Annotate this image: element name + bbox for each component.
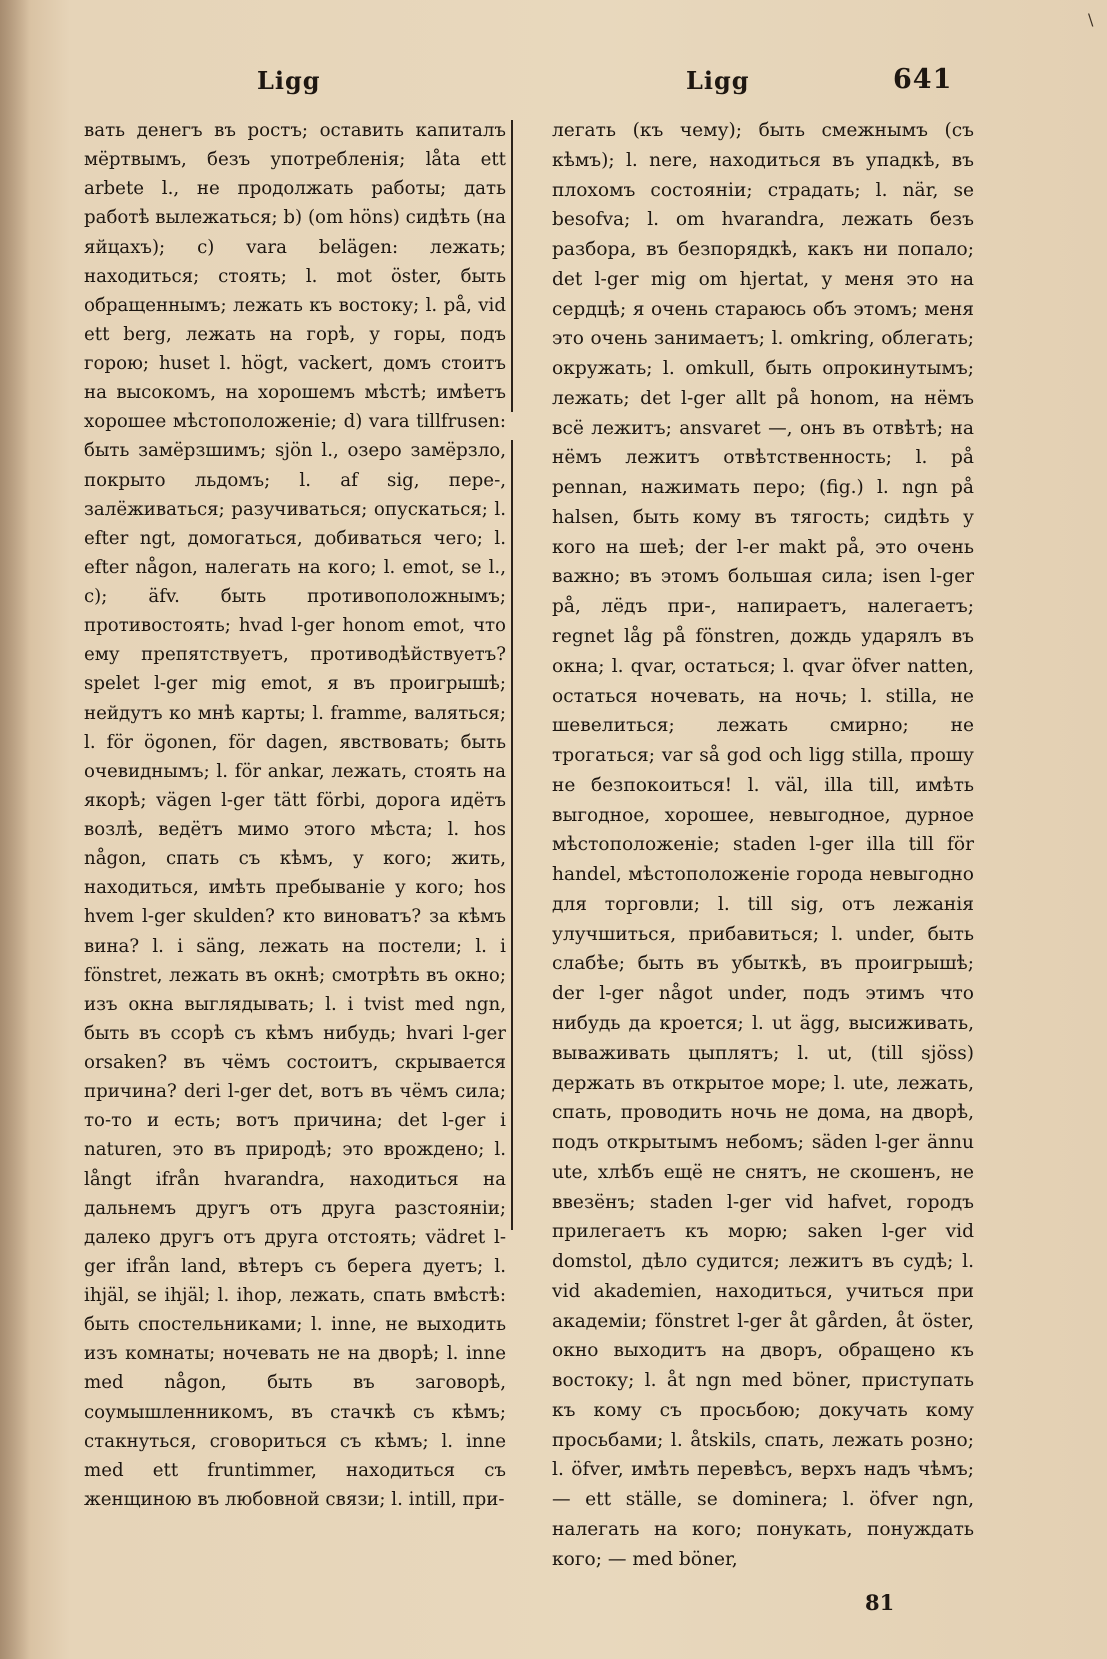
binding-shadow	[0, 0, 30, 1659]
column-divider-upper	[511, 120, 513, 412]
page-number: 641	[893, 64, 953, 95]
right-column-text: легать (къ чему); быть смежнымъ (съ кѣмъ); l. nere, находиться въ упадкѣ, въ плохомъ состояніи; страдать; l. när, se besofva; l. om hvarandra, лежать безъ разбора, въ безпорядкѣ, какъ ни попало; det l-ger mig om hjertat, у меня это на сердцѣ; я очень стараюсь объ этомъ; меня это очень занимаетъ; l. omkring, облегать; окружать; l. omkull, быть опрокинутымъ; лежать; det l-ger allt på honom, на нёмъ всё лежитъ; ansvaret —, онъ въ отвѣтѣ; на нёмъ лежитъ отвѣтственность; l. på pennan, нажимать перо; (fig.) l. ngn på halsen, быть кому въ тягость; сидѣть у кого на шеѣ; der l-er makt på, это очень важно; въ этомъ большая сила; isen l-ger på, лёдъ при-, напираетъ, налегаетъ; regnet låg på fönstren, дождь ударялъ въ окна; l. qvar, остаться; l. qvar öfver natten, остаться ночевать, на ночь; l. stilla, не шевелиться; лежать смирно; не трогаться; var så god och ligg stilla, прошу не безпокоиться! l. väl, illa till, имѣть выгодное, хорошее, невыгодное, дурное мѣстоположеніе; staden l-ger illa till för handel, мѣстоположеніе города невыгодно для торговли; l. till sig, отъ лежанія улучшиться, прибавиться; l. under, быть слабѣе; быть въ убыткѣ, въ проигрышѣ; der l-ger något under, подъ этимъ что нибудь да кроется; l. ut ägg, высиживать, вываживать цыплятъ; l. ut, (till sjöss) держать въ открытое море; l. ute, лежать, спать, проводить ночь не дома, на дворѣ, подъ открытымъ небомъ; säden l-ger ännu ute, хлѣбъ ещё не снятъ, не скошенъ, не ввезёнъ; staden l-ger vid hafvet, городъ прилегаетъ къ морю; saken l-ger vid domstol, дѣло судится; лежитъ въ судѣ; l. vid akademien, находиться, учиться при академіи; fönstret l-ger åt gården, åt öster, окно выходитъ на дворъ, обращено къ востоку; l. åt ngn med böner, приступать къ кому съ просьбою; докучать кому просьбами; l. åtskils, спать, лежать розно; l. öfver, имѣть перевѣсъ, верхъ надъ чѣмъ; — ett ställe, se dominera; l. öfver ngn, налегать на кого; понукать, понуждать кого; — med böner,	[552, 120, 974, 1570]
left-column-text: вать денегъ въ ростъ; оставить капиталъ мёртвымъ, безъ употребленія; låta ett arbete l., не продолжать работы; дать работѣ вылежаться; b) (om höns) сидѣть (на яйцахъ); c) vara belägen: лежать; находиться; стоять; l. mot öster, быть обращеннымъ; лежать къ востоку; l. på, vid ett berg, лежать на горѣ, у горы, подъ горою; huset l. högt, vackert, домъ стоитъ на высокомъ, на хорошемъ мѣстѣ; имѣетъ хорошее мѣстоположеніе; d) vara tillfrusen: быть замёрзшимъ; sjön l., озеро замёрзло, покрыто льдомъ; l. af sig, пере-, залёживаться; разучиваться; опускаться; l. efter ngt, домогаться, добиваться чего; l. efter någon, налегать на кого; l. emot, se l., c); äfv. быть противоположнымъ; противостоять; hvad l-ger honom emot, что ему препятствуетъ, противодѣйствуетъ? spelet l-ger mig emot, я въ проигрышѣ; нейдутъ ко мнѣ карты; l. framme, валяться; l. för ögonen, för dagen, явствовать; быть очевиднымъ; l. för ankar, лежать, стоять на якорѣ; vägen l-ger tätt förbi, дорога идётъ возлѣ, ведётъ мимо этого мѣста; l. hos någon, спать съ кѣмъ, у кого; жить, находиться, имѣть пребываніе у кого; hos hvem l-ger skulden? кто виноватъ? за кѣмъ вина? l. i säng, лежать на постели; l. i fönstret, лежать въ окнѣ; смотрѣть въ окно; изъ окна выглядывать; l. i tvist med ngn, быть въ ссорѣ съ кѣмъ нибудь; hvari l-ger orsaken? въ чёмъ состоитъ, скрывается причина? deri l-ger det, вотъ въ чёмъ сила; то-то и есть; вотъ причина; det l-ger i naturen, это въ природѣ; это врождено; l. långt ifrån hvarandra, находиться на дальнемъ другъ отъ друга разстояніи; далеко другъ отъ друга отстоять; vädret l-ger ifrån land, вѣтеръ съ берега дуетъ; l. ihjäl, se ihjäl; l. ihop, лежать, спать вмѣстѣ: быть спостельниками; l. inne, не выходить изъ комнаты; ночевать не на дворѣ; l. inne med någon, быть въ заговорѣ, соумышленникомъ, въ стачкѣ съ кѣмъ; стакнуться, сговориться съ кѣмъ; l. inne med ett fruntimmer, находиться съ женщиною въ любовной связи; l. intill, при-	[84, 120, 506, 1510]
column-divider-lower	[511, 440, 513, 1230]
running-head-left: Ligg	[257, 66, 321, 95]
corner-mark: \	[1088, 10, 1094, 29]
right-column	[552, 116, 974, 1575]
running-head-right: Ligg	[686, 66, 750, 95]
left-column	[84, 116, 506, 1514]
signature-mark: 81	[865, 1590, 895, 1615]
